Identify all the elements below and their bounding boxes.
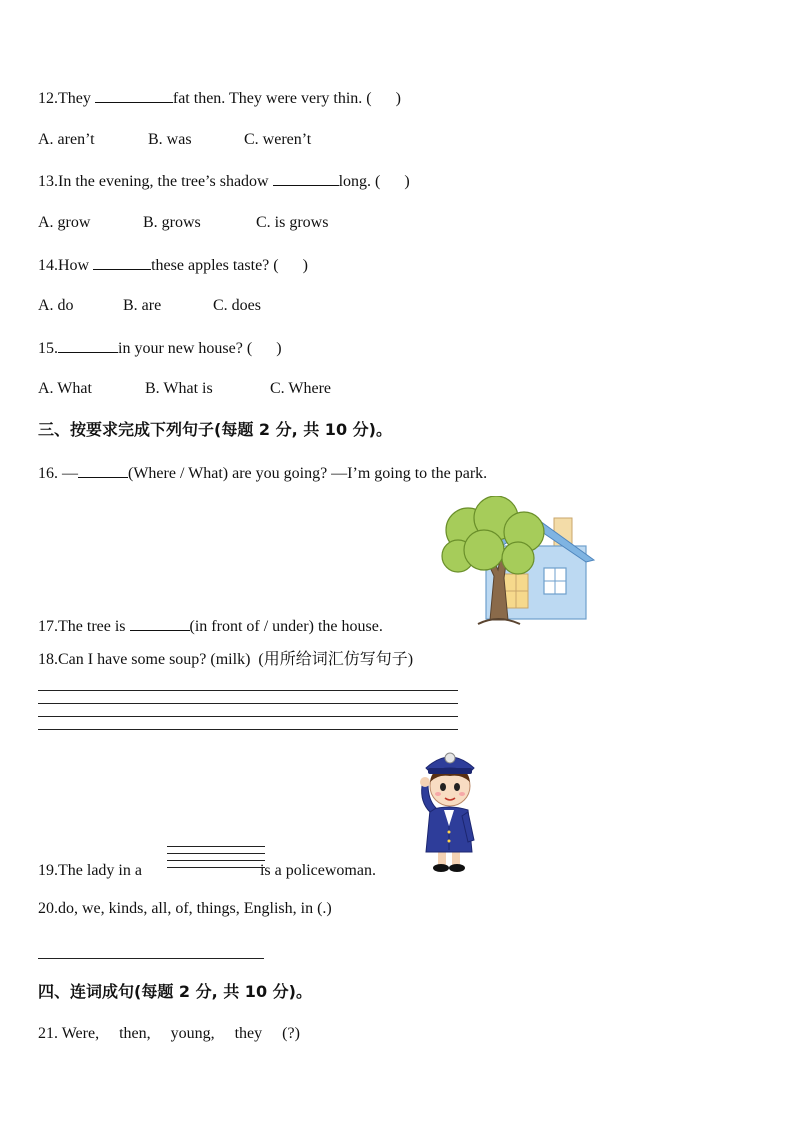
question-text: — bbox=[62, 465, 78, 482]
question-number: 21. bbox=[38, 1025, 58, 1042]
question-number: 12. bbox=[38, 90, 58, 107]
answer-blank[interactable] bbox=[93, 255, 151, 270]
question-14 bbox=[38, 255, 308, 276]
option-a[interactable]: A. What bbox=[38, 380, 92, 397]
tree-and-house-picture bbox=[438, 496, 598, 630]
question-text: Can I have some soup? (milk) (用所给词汇仿写句子) bbox=[58, 651, 414, 668]
writing-line[interactable] bbox=[38, 703, 458, 704]
section-heading-3: 三、按要求完成下列句子(每题 2 分, 共 10 分)。 bbox=[38, 420, 392, 439]
option-c[interactable]: C. is grows bbox=[256, 214, 329, 231]
question-text: (in front of / under) the house. bbox=[189, 618, 383, 635]
answer-blank[interactable] bbox=[130, 616, 190, 631]
options-14 bbox=[38, 296, 261, 316]
answer-blank[interactable] bbox=[78, 463, 128, 478]
question-text: these apples taste? ( ) bbox=[151, 257, 308, 274]
option-b[interactable]: B. What is bbox=[145, 380, 213, 397]
question-text: Were, then, young, they (?) bbox=[58, 1025, 300, 1042]
section-heading-4: 四、连词成句(每题 2 分, 共 10 分)。 bbox=[38, 982, 312, 1001]
question-16 bbox=[38, 463, 487, 484]
question-number: 15. bbox=[38, 340, 58, 357]
options-13 bbox=[38, 213, 328, 233]
writing-line[interactable] bbox=[38, 690, 458, 691]
question-number: 14. bbox=[38, 257, 58, 274]
option-a[interactable]: A. grow bbox=[38, 214, 91, 231]
question-text: How bbox=[58, 257, 94, 274]
question-text: The tree is bbox=[58, 618, 130, 635]
writing-line[interactable] bbox=[38, 729, 458, 730]
question-number: 16. bbox=[38, 465, 62, 482]
question-text: They bbox=[58, 90, 95, 107]
answer-line[interactable] bbox=[167, 853, 265, 854]
question-18 bbox=[38, 650, 413, 670]
question-text: is a policewoman. bbox=[255, 862, 376, 879]
question-text: (Where / What) are you going? —I’m going to the park. bbox=[128, 465, 488, 482]
option-b[interactable]: B. was bbox=[148, 131, 192, 148]
answer-blank[interactable] bbox=[95, 88, 173, 103]
question-text: long. ( ) bbox=[338, 173, 410, 190]
question-13 bbox=[38, 171, 410, 192]
option-c[interactable]: C. Where bbox=[270, 380, 332, 397]
question-number: 18. bbox=[38, 651, 58, 668]
options-15 bbox=[38, 379, 331, 399]
question-text: The lady in a bbox=[58, 862, 146, 879]
option-a[interactable]: A. do bbox=[38, 297, 74, 314]
writing-line[interactable] bbox=[38, 716, 458, 717]
question-15 bbox=[38, 338, 282, 359]
question-19 bbox=[38, 861, 376, 881]
answer-line[interactable] bbox=[167, 846, 265, 847]
question-20 bbox=[38, 899, 332, 919]
option-c[interactable]: C. does bbox=[213, 297, 261, 314]
policewoman-picture bbox=[412, 746, 488, 876]
option-a[interactable]: A. aren’t bbox=[38, 131, 95, 148]
question-21 bbox=[38, 1024, 300, 1044]
option-b[interactable]: B. grows bbox=[143, 214, 201, 231]
answer-blank[interactable] bbox=[58, 338, 118, 353]
writing-line[interactable] bbox=[38, 958, 264, 959]
answer-blank[interactable] bbox=[273, 171, 339, 186]
option-b[interactable]: B. are bbox=[123, 297, 162, 314]
question-number: 19. bbox=[38, 862, 58, 879]
option-c[interactable]: C. weren’t bbox=[244, 131, 312, 148]
question-text: fat then. They were very thin. ( ) bbox=[172, 90, 401, 107]
question-12 bbox=[38, 88, 401, 109]
question-number: 13. bbox=[38, 173, 58, 190]
question-text: do, we, kinds, all, of, things, English, in (.) bbox=[58, 900, 332, 917]
question-number: 17. bbox=[38, 618, 58, 635]
question-number: 20. bbox=[38, 900, 58, 917]
question-text: In the evening, the tree’s shadow bbox=[58, 173, 273, 190]
question-17 bbox=[38, 616, 383, 637]
options-12 bbox=[38, 130, 311, 150]
question-text: in your new house? ( ) bbox=[118, 340, 282, 357]
